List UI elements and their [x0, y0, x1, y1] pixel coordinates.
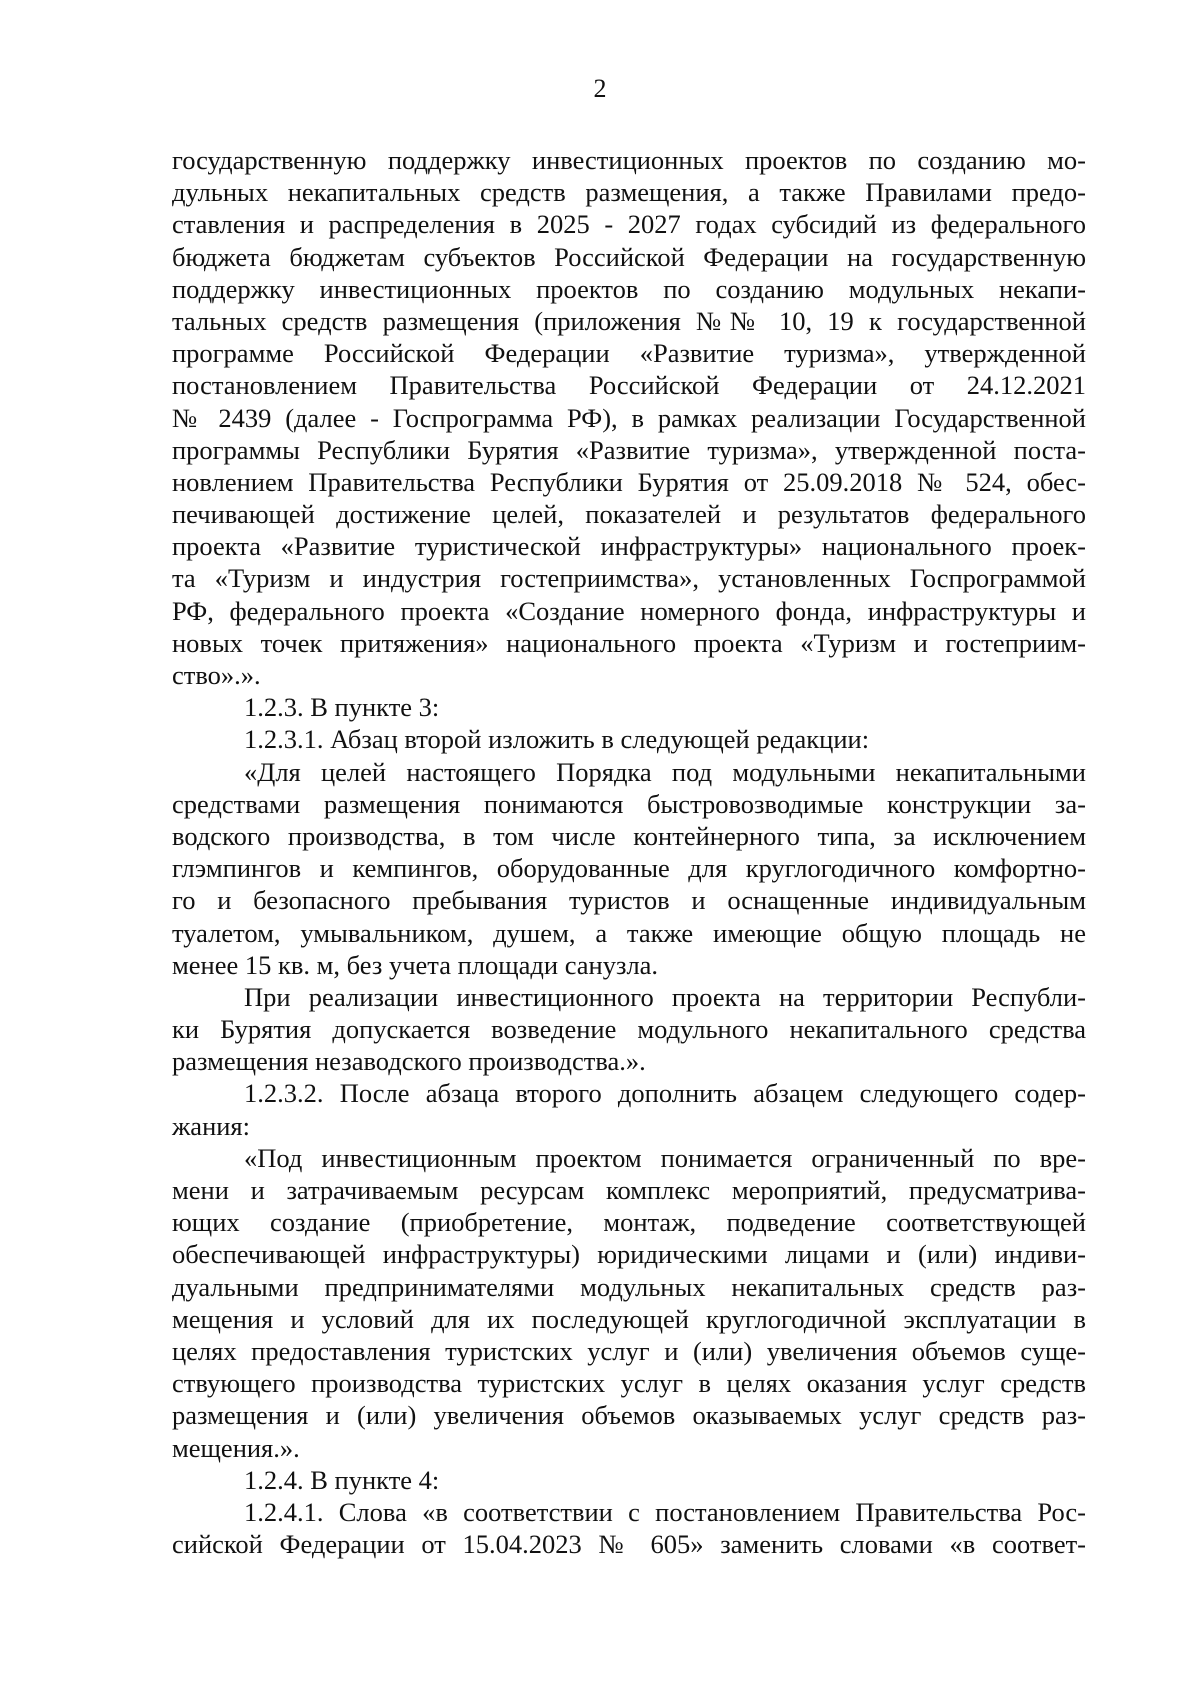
text-line: бюджета бюджетам субъектов Российской Федерации на государственную — [172, 241, 1086, 272]
text-line: го и безопасного пребывания туристов и оснащенные индивидуальным — [172, 885, 1086, 916]
text-line: проекта «Развитие туристической инфраструктуры» национального проек- — [172, 531, 1086, 562]
text-line: новлением Правительства Республики Бурятия от 25.09.2018 № 524, обес- — [172, 466, 1086, 497]
text-line: тальных средств размещения (приложения №№ 10, 19 к государственной — [172, 305, 1086, 336]
text-line: ствующего производства туристских услуг в целях оказания услуг средств — [172, 1368, 1086, 1399]
text-line: печивающей достижение целей, показателей и результатов федерального — [172, 499, 1086, 530]
text-line: программе Российской Федерации «Развитие туризма», утвержденной — [172, 338, 1086, 369]
text-line: «Для целей настоящего Порядка под модульными некапитальными — [244, 756, 1086, 787]
page-number: 2 — [593, 74, 607, 103]
text-line: дульных некапитальных средств размещения, а также Правилами предо- — [172, 177, 1086, 208]
text-line: туалетом, умывальником, душем, а также имеющие общую площадь не — [172, 917, 1086, 948]
text-line: РФ, федерального проекта «Создание номерного фонда, инфраструктуры и — [172, 595, 1086, 626]
text-line: новых точек притяжения» национального проекта «Туризм и гостеприим- — [172, 627, 1086, 658]
text-line: целях предоставления туристских услуг и (или) увеличения объемов суще- — [172, 1335, 1086, 1366]
text-line: 1.2.4. В пункте 4: — [244, 1464, 440, 1495]
text-line: постановлением Правительства Российской Федерации от 24.12.2021 — [172, 370, 1086, 401]
text-line: жания: — [172, 1110, 250, 1141]
text-line: ставления и распределения в 2025 - 2027 годах субсидий из федерального — [172, 209, 1086, 240]
text-line: водского производства, в том числе контейнерного типа, за исключением — [172, 820, 1086, 851]
text-line: При реализации инвестиционного проекта на территории Республи- — [244, 981, 1086, 1012]
text-line: 1.2.3. В пункте 3: — [244, 692, 440, 723]
text-line: глэмпингов и кемпингов, оборудованные для круглогодичного комфортно- — [172, 853, 1086, 884]
text-line: поддержку инвестиционных проектов по созданию модульных некапи- — [172, 273, 1086, 304]
text-line: та «Туризм и индустрия гостеприимства», установленных Госпрограммой — [172, 563, 1086, 594]
text-line: № 2439 (далее - Госпрограмма РФ), в рамках реализации Государственной — [172, 402, 1086, 433]
text-line: 1.2.4.1. Слова «в соответствии с постановлением Правительства Рос- — [244, 1496, 1086, 1527]
text-line: программы Республики Бурятия «Развитие туризма», утвержденной поста- — [172, 434, 1086, 465]
text-line: менее 15 кв. м, без учета площади санузла. — [172, 949, 659, 980]
text-line: мещения и условий для их последующей круглогодичной эксплуатации в — [172, 1303, 1086, 1334]
text-line: размещения незаводского производства.». — [172, 1046, 646, 1077]
text-line: средствами размещения понимаются быстровозводимые конструкции за- — [172, 788, 1086, 819]
text-line: дуальными предпринимателями модульных некапитальных средств раз- — [172, 1271, 1086, 1302]
text-line: «Под инвестиционным проектом понимается ограниченный по вре- — [244, 1142, 1086, 1173]
document-body — [172, 144, 1086, 1560]
text-line: 1.2.3.2. После абзаца второго дополнить абзацем следующего содер- — [244, 1078, 1086, 1109]
text-line: мени и затрачиваемым ресурсам комплекс мероприятий, предусматрива- — [172, 1175, 1086, 1205]
text-line: сийской Федерации от 15.04.2023 № 605» заменить словами «в соответ- — [172, 1529, 1086, 1560]
text-line: размещения и (или) увеличения объемов оказываемых услуг средств раз- — [172, 1400, 1086, 1431]
text-line: обеспечивающей инфраструктуры) юридическими лицами и (или) индиви- — [172, 1239, 1086, 1270]
text-line: 1.2.3.1. Абзац второй изложить в следующей редакции: — [244, 724, 870, 755]
text-line: ки Бурятия допускается возведение модульного некапитального средства — [172, 1014, 1086, 1045]
text-line: ющих создание (приобретение, монтаж, подведение соответствующей — [172, 1207, 1086, 1238]
text-line: ство».». — [172, 660, 261, 690]
text-line: мещения.». — [172, 1432, 300, 1463]
text-line: государственную поддержку инвестиционных проектов по созданию мо- — [172, 145, 1086, 175]
